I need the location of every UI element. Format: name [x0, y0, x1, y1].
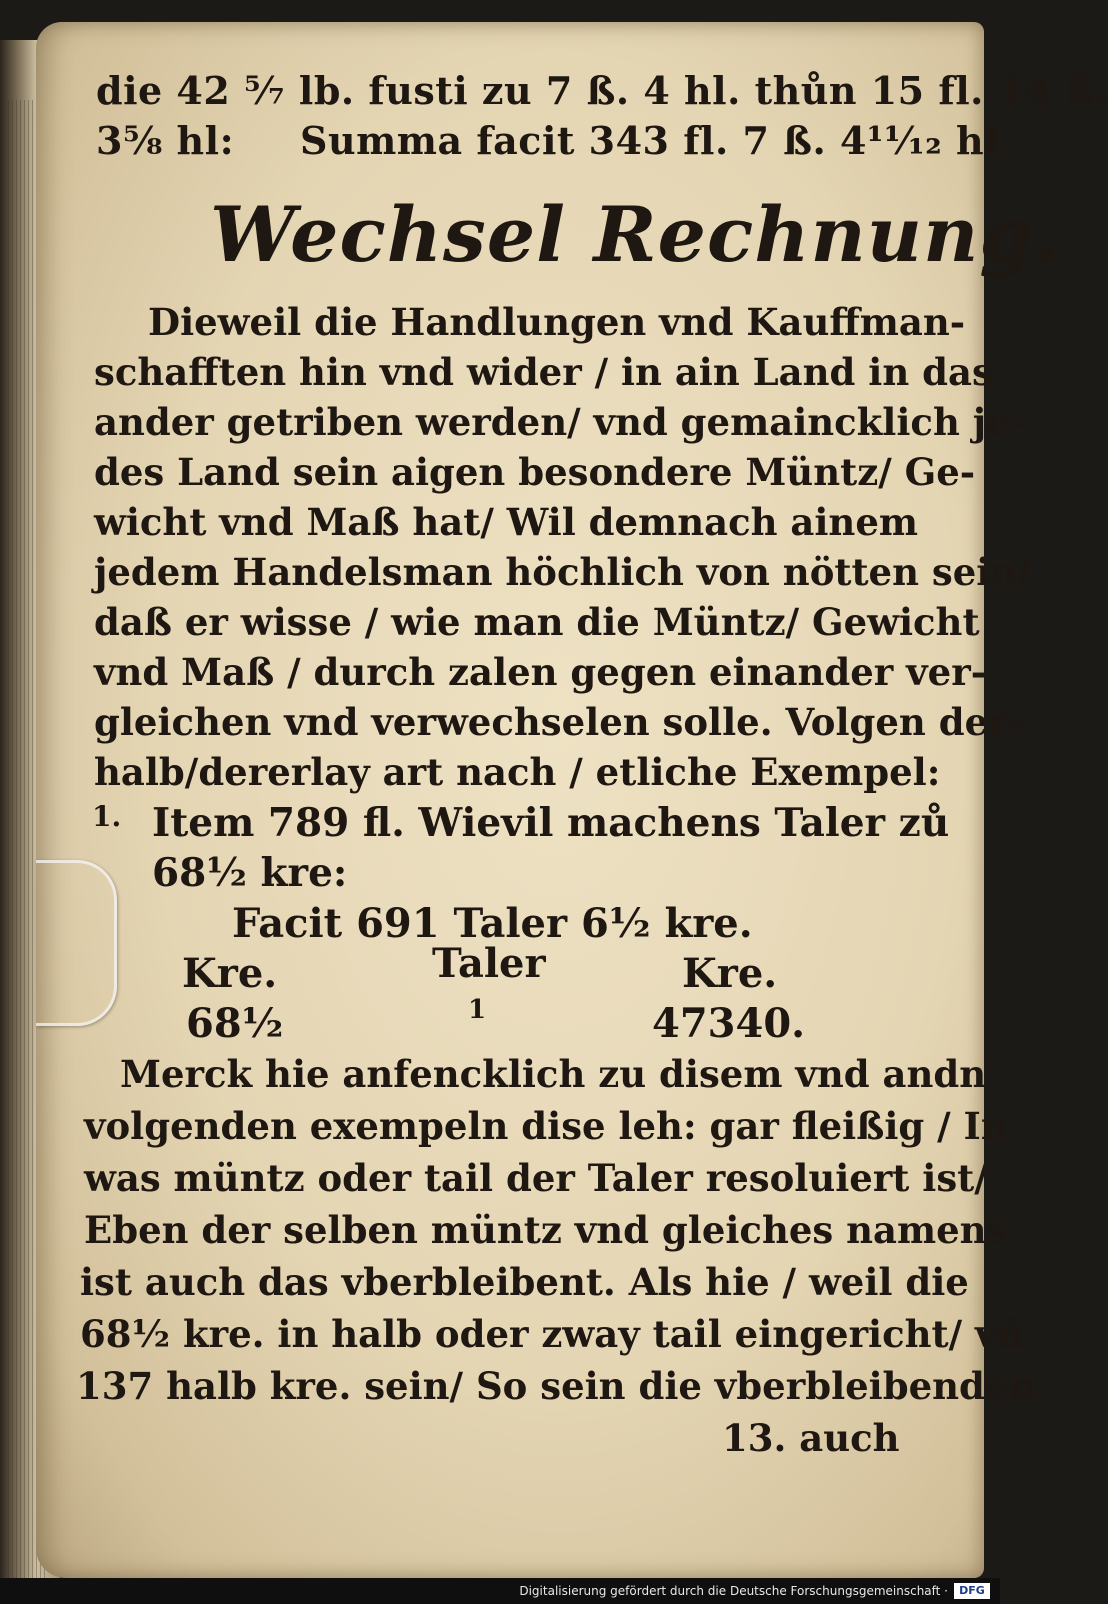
intro-line: ander getriben werden/ vnd gemaincklich je- [94, 400, 1026, 444]
note-line: Merck hie anfencklich zu disem vnd andn [120, 1052, 987, 1096]
paper-clip [36, 860, 117, 1026]
note-line: Eben der selben müntz vnd gleiches namens [84, 1208, 1008, 1252]
table-value-taler: 1 [468, 995, 487, 1025]
note-line: was müntz oder tail der Taler resoluiert ist/ [84, 1156, 988, 1200]
note-line: 68½ kre. in halb oder zway tail eingericht/ vñ [80, 1312, 1024, 1356]
intro-line: jedem Handelsman höchlich von nötten sein/ [94, 550, 1031, 594]
note-line: ist auch das vberbleibent. Als hie / weil die [80, 1260, 969, 1304]
note-line: volgenden exempeln dise leh: gar fleißig / In [84, 1104, 1008, 1148]
table-header-taler: Taler [432, 940, 546, 987]
example-question-cont: 68½ kre: [152, 850, 348, 896]
funding-notice: Digitalisierung gefördert durch die Deutsche Forschungsgemeinschaft · [519, 1584, 948, 1598]
intro-line: des Land sein aigen besondere Müntz/ Ge- [94, 450, 976, 494]
intro-line: Dieweil die Handlungen vnd Kauffman- [148, 300, 966, 344]
table-value-kre-2: 47340. [652, 1000, 806, 1047]
intro-line: wicht vnd Maß hat/ Wil demnach ainem [94, 500, 919, 544]
table-header-kre: Kre. [182, 950, 278, 997]
page-title: Wechsel Rechnung. [210, 190, 1061, 279]
intro-line: gleichen vnd verwechselen solle. Volgen der- [94, 700, 1023, 744]
intro-line: vnd Maß / durch zalen gegen einander ver- [94, 650, 987, 694]
catchword: 13. auch [722, 1416, 900, 1460]
intro-line: halb/dererlay art nach / etliche Exempel: [94, 750, 941, 794]
example-question: Item 789 fl. Wievil machens Taler zů [152, 800, 950, 846]
header-line-2-left: 3⅝ hl: [96, 118, 235, 163]
table-value-kre: 68½ [186, 1000, 284, 1047]
example-result: Facit 691 Taler 6½ kre. [232, 900, 753, 947]
intro-line: daß er wisse / wie man die Müntz/ Gewicht [94, 600, 980, 644]
example-number: 1. [92, 800, 122, 833]
intro-line: schafften hin vnd wider / in ain Land in das [94, 350, 993, 394]
dfg-logo: DFG [954, 1583, 990, 1599]
table-header-kre-2: Kre. [682, 950, 778, 997]
header-line-2-right: Summa facit 343 fl. 7 ß. 4¹¹⁄₁₂ hl. [300, 118, 1013, 163]
footer-bar [0, 1578, 1000, 1604]
header-line-1: die 42 ⁵⁄₇ lb. fusti zu 7 ß. 4 hl. thůn 15 fl. 14 ß. [96, 68, 1108, 113]
note-line: 137 halb kre. sein/ So sein die vberbleibenden [76, 1364, 1036, 1408]
